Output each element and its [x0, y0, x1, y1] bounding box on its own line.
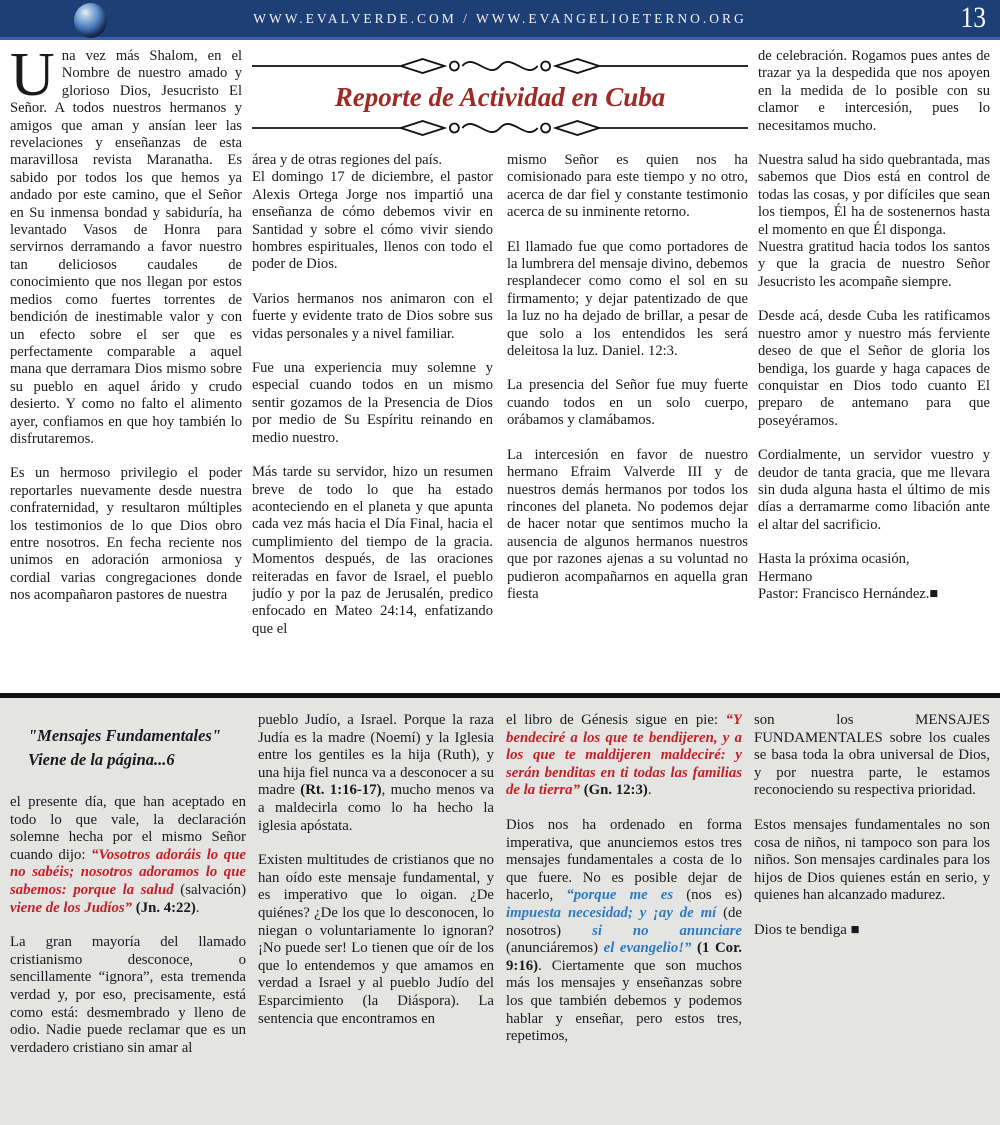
- paragraph: El domingo 17 de diciembre, el pastor Alexis Ortega Jorge nos impartió una enseñanza de cómo debemos vivir en Santidad y sobre el cómo vivir siendo hombres espirituales, llenos con todo el poder de Dios.: [252, 169, 493, 273]
- divider-ornament-icon: [252, 54, 748, 78]
- page-header: [0, 0, 1000, 40]
- continuation-title: "Mensajes Fundamentales": [28, 726, 221, 745]
- paragraph: Más tarde su servidor, hizo un resumen breve de todo lo que ha estado aconteciendo en el planeta y que apunta cada vez más hacia el Día Final, hacia el cumplimiento del tiempo de la gracia. Momentos después, de las oraciones reiteradas en favor de Israel, el pueblo judío y por la paz de Jerusalén, predico enfocado en Mateo 24:14, enfatizando que el: [252, 464, 493, 637]
- paragraph: Varios hermanos nos animaron con el fuerte y evidente trato de Dios sobre sus vidas personales y a nivel familiar.: [252, 290, 493, 342]
- continuation-column-2: [258, 712, 494, 1125]
- paragraph: La intercesión en favor de nuestro hermano Efraim Valverde III y de nuestros demás hermanos por todos los rincones del planeta. No podemos dejar de hacer notar que sentimos mucho la ausencia de algunos hermanos nuestros que por razones ajenas a su voluntad no pudieron acompañarnos en aquella gran fiesta: [507, 446, 748, 602]
- article-column-3: [507, 152, 748, 655]
- drop-cap: U: [10, 48, 55, 109]
- header-website-text: WWW.EVALVERDE.COM / WWW.EVANGELIOETERNO.ORG: [253, 10, 747, 26]
- paragraph: El llamado fue que como portadores de la lumbrera del mensaje divino, debemos resplandecer como como el sol en su firmamento; y dejar patentizado de que la luz no ha dejado de brillar, a pesar de que solo a los entendidos les será deleitosa la luz. Daniel. 12:3.: [507, 238, 748, 360]
- continuation-section: [0, 698, 1000, 1125]
- divider-ornament-icon: [252, 116, 748, 140]
- paragraph: Estos mensajes fundamentales no son cosa de niños, ni tampoco son para los niños. Son mensajes cardinales para los hijos de Dios quienes están en serio, y quienes han alcanzado madurez.: [754, 816, 990, 904]
- paragraph: Es un hermoso privilegio el poder reportarles nuevamente desde nuestra confraternidad, y resultaron múltiples los testimonios de lo que Dios obro entre nosotros. En fecha reciente nos unimos en adoración armoniosa y cordial varias congregaciones donde nos acompañaron pastores de nuestra: [10, 465, 242, 604]
- paragraph: La presencia del Señor fue muy fuerte cuando todos en un solo cuerpo, orábamos y clamábamos.: [507, 377, 748, 429]
- paragraph: Existen multitudes de cristianos que no han oído este mensaje fundamental, y es imperativo que lo oigan. ¿De quiénes? ¿De los que lo desconocen, lo niegan o voluntariamente lo ignoran? ¡No puede ser! Lo tienen que oír de los que lo entendemos y que amamos en verdad a Israel y al pueblo Judío del Esparcimiento (la Diáspora). La sentencia que encontramos en: [258, 852, 494, 1027]
- paragraph: Nuestra gratitud hacia todos los santos y que la gracia de nuestro Señor Jesucristo les acompañe siempre.: [758, 239, 990, 290]
- article-center-block: [252, 48, 748, 693]
- report-article-section: [0, 40, 1000, 693]
- signature-line: Pastor: Francisco Hernández.■: [758, 585, 939, 602]
- paragraph: área y de otras regiones del país.: [252, 152, 443, 168]
- article-column-1: [10, 48, 242, 693]
- continuation-header: [28, 724, 246, 772]
- continuation-column-3: [506, 712, 742, 1125]
- paragraph: de celebración. Rogamos pues antes de trazar ya la despedida que nos apoyen en la medida de lo posible con su clamor e intercesión, pues lo necesitamos mucho.: [758, 48, 990, 134]
- paragraph: son los MENSAJES FUNDAMENTALES sobre los cuales se basa toda la obra universal de Dios, y por nuestra parte, le estamos reconociendo su respectiva prioridad.: [754, 712, 990, 799]
- page-number: 13: [960, 1, 986, 34]
- paragraph: La gran mayoría del llamado cristianismo desconoce, o sencillamente “ignora”, esta tremenda verdad y, por eso, precisamente, está como está: desmembrado y lleno de odio. Nadie puede reclamar que es un verdadero cristiano sin amar al: [10, 934, 246, 1056]
- article-title: Reporte de Actividad en Cuba: [334, 82, 666, 112]
- paragraph: Fue una experiencia muy solemne y especial cuando todos en un mismo sentir gozamos de la Presencia de Dios por medio de Su Espíritu reinando en medio nuestro.: [252, 360, 493, 446]
- paragraph: Desde acá, desde Cuba les ratificamos nuestro amor y nuestro más ferviente deseo de que el Señor de gloria los bendiga, los guarde y haga capaces de conquistar en Dios todo cuanto El preparo de antemano para que poseyéramos.: [758, 308, 990, 429]
- article-column-4: [758, 48, 990, 693]
- paragraph: el presente día, que han aceptado en todo lo que vale, la declaración solemne hecha por el mismo Señor cuando dijo: “Vosotros adoráis lo que no sabéis; nosotros adoramos lo que sabemos: porque la salud (salvación) viene de los Judíos” (Jn. 4:22).: [10, 794, 246, 916]
- continuation-from-page: Viene de la página...6: [28, 750, 175, 769]
- paragraph: el libro de Génesis sigue en pie: “Y bendeciré a los que te bendijeren, y a los que te maldijeren maldeciré: y serán benditas en ti todas las familias de la tierra” (Gn. 12:3).: [506, 712, 742, 799]
- article-title-block: [252, 48, 748, 140]
- paragraph: Dios nos ha ordenado en forma imperativa, que anunciemos estos tres mensajes fundamentales a costa de lo que fuere. No es posible dejar de hacerlo, “porque me es (nos es) impuesta necesidad; y ¡ay de mí (de nosotros) si no anunciare (anunciáremos) el evangelio!” (1 Cor. 9:16). Ciertamente que son muchos más los mensajes y enseñanzas sobre los que también debemos y podemos hablar y enseñar, pero estos tres, repetimos,: [506, 816, 742, 1045]
- paragraph: Una vez más Shalom, en el Nombre de nuestro amado y glorioso Dios, Jesucristo El Señor. A todos nuestros hermanos y amigos que aman y ansían leer las revelaciones y enseñanzas de esta maravillosa revista Maranatha. Es sabido por todos los que hemos ya andado por este camino, que el Señor en Su inmensa bondad y sabiduría, ha levantado Vasos de Honra para servirnos derramando a favor nuestro tan deliciosos caudales de conocimiento que nos llegan por estos medios como fuertes torrentes de bendición de inestimable valor y con un efecto sobre el ser que es perfectamente comparable a aquel mana que derramara Dios mismo sobre su pueblo en aquel árido y crudo desierto. Y como no falto el alimento ayer, confiamos en que hoy también lo disfrutaremos.: [10, 48, 242, 447]
- paragraph: pueblo Judío, a Israel. Porque la raza Judía es la madre (Noemí) y la Iglesia entre los gentiles es la hija (Ruth), y una hija fiel nunca va a desconocer a su madre (Rt. 1:16-17), mucho menos va a maldecirla como lo ha hecho la iglesia apóstata.: [258, 712, 494, 834]
- signature-line: Hermano: [758, 568, 813, 585]
- paragraph: Nuestra salud ha sido quebrantada, mas sabemos que Dios está en control de todas las cosas, y por difíciles que sean los tiempos, Él ha de sostenernos hasta el momento en que Él disponga.: [758, 152, 990, 238]
- continuation-column-1: [10, 712, 246, 1125]
- closing-blessing: Dios te bendiga ■: [754, 921, 860, 938]
- paragraph: Cordialmente, un servidor vuestro y deudor de tanta gracia, que me llevara sin duda alguna hasta el último de mis días a derramarme como libación ante el altar del sacrificio.: [758, 447, 990, 533]
- signature-line: Hasta la próxima ocasión,: [758, 551, 910, 568]
- continuation-column-4: [754, 712, 990, 1125]
- article-column-2: [252, 152, 493, 655]
- paragraph: mismo Señor es quien nos ha comisionado para este tiempo y no otro, acerca de dar fiel y constante testimonio acerca de su inminente retorno.: [507, 152, 748, 221]
